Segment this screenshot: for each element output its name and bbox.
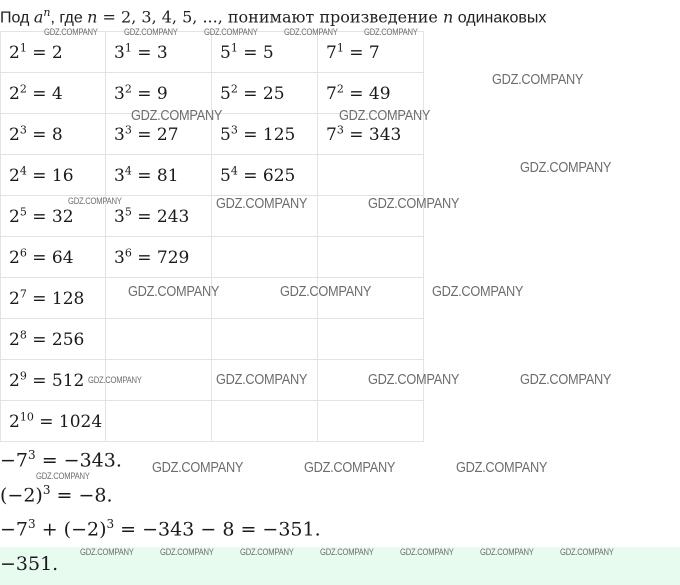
table-row (1, 237, 424, 278)
power-exponent: 7 (19, 287, 27, 301)
intro-part: одинаковых (453, 9, 547, 27)
power-equation (114, 84, 168, 104)
table-row (1, 319, 424, 360)
table-cell (106, 155, 212, 196)
watermark-text: GDZ.COMPANY (80, 547, 134, 557)
power-exponent: 3 (19, 123, 27, 137)
intro-variable: n (442, 7, 454, 27)
watermark-text: GDZ.COMPANY (339, 107, 431, 124)
power-result: 625 (262, 165, 296, 186)
power-equation (326, 43, 380, 63)
watermark-text: GDZ.COMPANY (36, 471, 90, 481)
table-cell (106, 319, 212, 360)
power-exponent: 6 (124, 246, 132, 260)
table-cell (212, 155, 318, 196)
table-cell (1, 32, 106, 73)
expression: + (−2) (35, 518, 107, 541)
power-equation (114, 207, 189, 227)
power-result: 25 (262, 83, 285, 104)
equals-sign: = (131, 42, 157, 63)
power-equation (220, 84, 285, 104)
power-base: 3 (114, 165, 125, 186)
power-exponent: 2 (336, 82, 344, 96)
power-equation (9, 84, 63, 104)
watermark-text: GDZ.COMPANY (320, 547, 374, 557)
power-base: 7 (326, 42, 337, 63)
watermark-text: GDZ.COMPANY (432, 283, 524, 300)
watermark-text: GDZ.COMPANY (304, 459, 396, 476)
watermark-text: GDZ.COMPANY (400, 547, 454, 557)
exponent: 3 (42, 483, 51, 497)
intro-part: Под (0, 9, 34, 27)
watermark-text: GDZ.COMPANY (216, 371, 308, 388)
power-base: 2 (9, 329, 20, 350)
table-cell (212, 73, 318, 114)
equals-sign: = (33, 411, 59, 432)
table-cell (212, 319, 318, 360)
power-exponent: 1 (230, 41, 238, 55)
power-base: 2 (9, 247, 20, 268)
table-cell (318, 237, 424, 278)
power-equation (9, 43, 63, 63)
watermark-text: GDZ.COMPANY (204, 27, 258, 37)
power-equation (114, 43, 168, 63)
power-exponent: 10 (19, 410, 34, 424)
watermark-text: GDZ.COMPANY (368, 195, 460, 212)
power-base: 7 (326, 124, 337, 145)
table-cell (318, 319, 424, 360)
equals-sign: = (237, 124, 263, 145)
equals-sign: = (131, 83, 157, 104)
power-base: 2 (9, 370, 20, 391)
power-equation (9, 330, 84, 350)
power-exponent: 2 (230, 82, 238, 96)
table-cell (106, 32, 212, 73)
power-base: 5 (220, 165, 231, 186)
power-result: 512 (51, 370, 85, 391)
exponent: 3 (106, 517, 115, 531)
power-exponent: 5 (19, 205, 27, 219)
power-equation (9, 248, 74, 268)
power-result: 7 (368, 42, 380, 63)
power-equation (9, 125, 63, 145)
watermark-text: GDZ.COMPANY (364, 27, 418, 37)
power-equation (9, 207, 74, 227)
table-row (1, 196, 424, 237)
table-cell (1, 155, 106, 196)
equals-sign: = (343, 83, 369, 104)
power-base: 5 (220, 83, 231, 104)
power-equation (220, 125, 295, 145)
equals-sign: = (237, 165, 263, 186)
equals-sign: = (237, 83, 263, 104)
power-result: 2 (51, 42, 63, 63)
power-exponent: 8 (19, 328, 27, 342)
watermark-text: GDZ.COMPANY (88, 375, 142, 385)
power-equation (114, 166, 179, 186)
powers-table (0, 31, 424, 442)
watermark-text: GDZ.COMPANY (280, 283, 372, 300)
table-row (1, 401, 424, 442)
equals-sign: = (343, 42, 369, 63)
watermark-text: GDZ.COMPANY (284, 27, 338, 37)
power-result: 3 (156, 42, 168, 63)
table-cell (212, 401, 318, 442)
table-cell (212, 114, 318, 155)
equals-sign: = (343, 124, 369, 145)
watermark-text: GDZ.COMPANY (152, 459, 244, 476)
solution-line-3 (0, 517, 321, 540)
answer-value: −351. (0, 553, 59, 575)
power-base: 2 (9, 411, 20, 432)
table-cell (1, 278, 106, 319)
intro-base: a (33, 7, 44, 27)
table-cell (318, 401, 424, 442)
power-equation (326, 125, 401, 145)
equals-sign: = (26, 329, 52, 350)
watermark-text: GDZ.COMPANY (492, 71, 584, 88)
table-cell (318, 32, 424, 73)
power-base: 2 (9, 165, 20, 186)
power-base: 2 (9, 206, 20, 227)
watermark-text: GDZ.COMPANY (131, 107, 223, 124)
intro-exponent: n (43, 6, 51, 19)
equals-sign: = (26, 206, 52, 227)
watermark-text: GDZ.COMPANY (520, 371, 612, 388)
power-equation (220, 166, 295, 186)
power-result: 343 (368, 124, 402, 145)
table-cell (1, 237, 106, 278)
expression: −7 (0, 449, 29, 472)
watermark-text: GDZ.COMPANY (520, 159, 612, 176)
intro-variable: n (87, 7, 98, 27)
expression: (−2) (0, 484, 43, 507)
table-cell (212, 237, 318, 278)
power-base: 3 (114, 206, 125, 227)
solution-line-2 (0, 483, 113, 506)
power-equation (326, 84, 391, 104)
watermark-text: GDZ.COMPANY (240, 547, 294, 557)
equals-sign: = (26, 165, 52, 186)
table-cell (106, 401, 212, 442)
table-cell (212, 32, 318, 73)
power-base: 5 (220, 124, 231, 145)
power-result: 9 (156, 83, 168, 104)
intro-values: = 2, 3, 4, 5, ..., понимают произведение (97, 7, 443, 27)
power-exponent: 6 (19, 246, 27, 260)
table-row (1, 32, 424, 73)
power-result: 16 (51, 165, 74, 186)
watermark-text: GDZ.COMPANY (480, 547, 534, 557)
power-exponent: 1 (19, 41, 27, 55)
power-result: 1024 (58, 411, 103, 432)
power-exponent: 9 (19, 369, 27, 383)
equals-sign: = (26, 370, 52, 391)
power-exponent: 4 (19, 164, 27, 178)
power-base: 2 (9, 124, 20, 145)
solution-line-1 (0, 448, 122, 471)
expression: −7 (0, 518, 29, 541)
equals-sign: = (26, 83, 52, 104)
power-exponent: 2 (19, 82, 27, 96)
table-cell (106, 237, 212, 278)
power-base: 2 (9, 288, 20, 309)
power-equation (9, 412, 102, 432)
equals-sign: = (131, 247, 157, 268)
equals-sign: = (131, 124, 157, 145)
power-equation (220, 43, 274, 63)
power-result: 27 (156, 124, 179, 145)
power-base: 3 (114, 124, 125, 145)
power-exponent: 4 (124, 164, 132, 178)
watermark-text: GDZ.COMPANY (128, 283, 220, 300)
table-row (1, 360, 424, 401)
power-equation (9, 371, 84, 391)
exponent: 3 (28, 517, 36, 531)
watermark-text: GDZ.COMPANY (368, 371, 460, 388)
power-base: 3 (114, 247, 125, 268)
power-result: 729 (156, 247, 190, 268)
power-base: 3 (114, 83, 125, 104)
watermark-text: GDZ.COMPANY (560, 547, 614, 557)
watermark-text: GDZ.COMPANY (44, 27, 98, 37)
power-base: 2 (9, 42, 20, 63)
equals-sign: = (131, 206, 157, 227)
power-result: 49 (368, 83, 391, 104)
result: = −343. (35, 449, 122, 472)
equals-sign: = (131, 165, 157, 186)
power-result: 5 (262, 42, 274, 63)
exponent: 3 (28, 448, 36, 462)
power-base: 7 (326, 83, 337, 104)
power-equation (9, 166, 74, 186)
power-exponent: 2 (124, 82, 132, 96)
equals-sign: = (237, 42, 263, 63)
table-cell (1, 319, 106, 360)
table-cell (1, 73, 106, 114)
table-row (1, 155, 424, 196)
result: = −343 − 8 = −351. (114, 518, 321, 541)
power-result: 32 (51, 206, 74, 227)
power-base: 5 (220, 42, 231, 63)
power-base: 3 (114, 42, 125, 63)
power-result: 64 (51, 247, 74, 268)
power-exponent: 1 (336, 41, 344, 55)
power-equation (114, 248, 189, 268)
power-result: 128 (51, 288, 85, 309)
equals-sign: = (26, 42, 52, 63)
table-cell (1, 401, 106, 442)
power-result: 256 (51, 329, 85, 350)
intro-text (0, 6, 680, 27)
watermark-text: GDZ.COMPANY (216, 195, 308, 212)
equals-sign: = (26, 288, 52, 309)
watermark-text: GDZ.COMPANY (160, 547, 214, 557)
power-base: 2 (9, 83, 20, 104)
equals-sign: = (26, 247, 52, 268)
power-result: 243 (156, 206, 190, 227)
watermark-text: GDZ.COMPANY (456, 459, 548, 476)
power-result: 125 (262, 124, 296, 145)
power-result: 8 (51, 124, 63, 145)
table-cell (318, 155, 424, 196)
power-exponent: 1 (124, 41, 132, 55)
power-exponent: 4 (230, 164, 238, 178)
equals-sign: = (26, 124, 52, 145)
power-equation (114, 125, 179, 145)
power-exponent: 3 (336, 123, 344, 137)
power-result: 4 (51, 83, 63, 104)
result: = −8. (50, 484, 113, 507)
watermark-text: GDZ.COMPANY (124, 27, 178, 37)
power-exponent: 5 (124, 205, 132, 219)
intro-part: , где (50, 9, 88, 27)
watermark-text: GDZ.COMPANY (68, 196, 122, 206)
power-exponent: 3 (230, 123, 238, 137)
power-result: 81 (156, 165, 179, 186)
power-equation (9, 289, 84, 309)
table-cell (1, 114, 106, 155)
power-exponent: 3 (124, 123, 132, 137)
